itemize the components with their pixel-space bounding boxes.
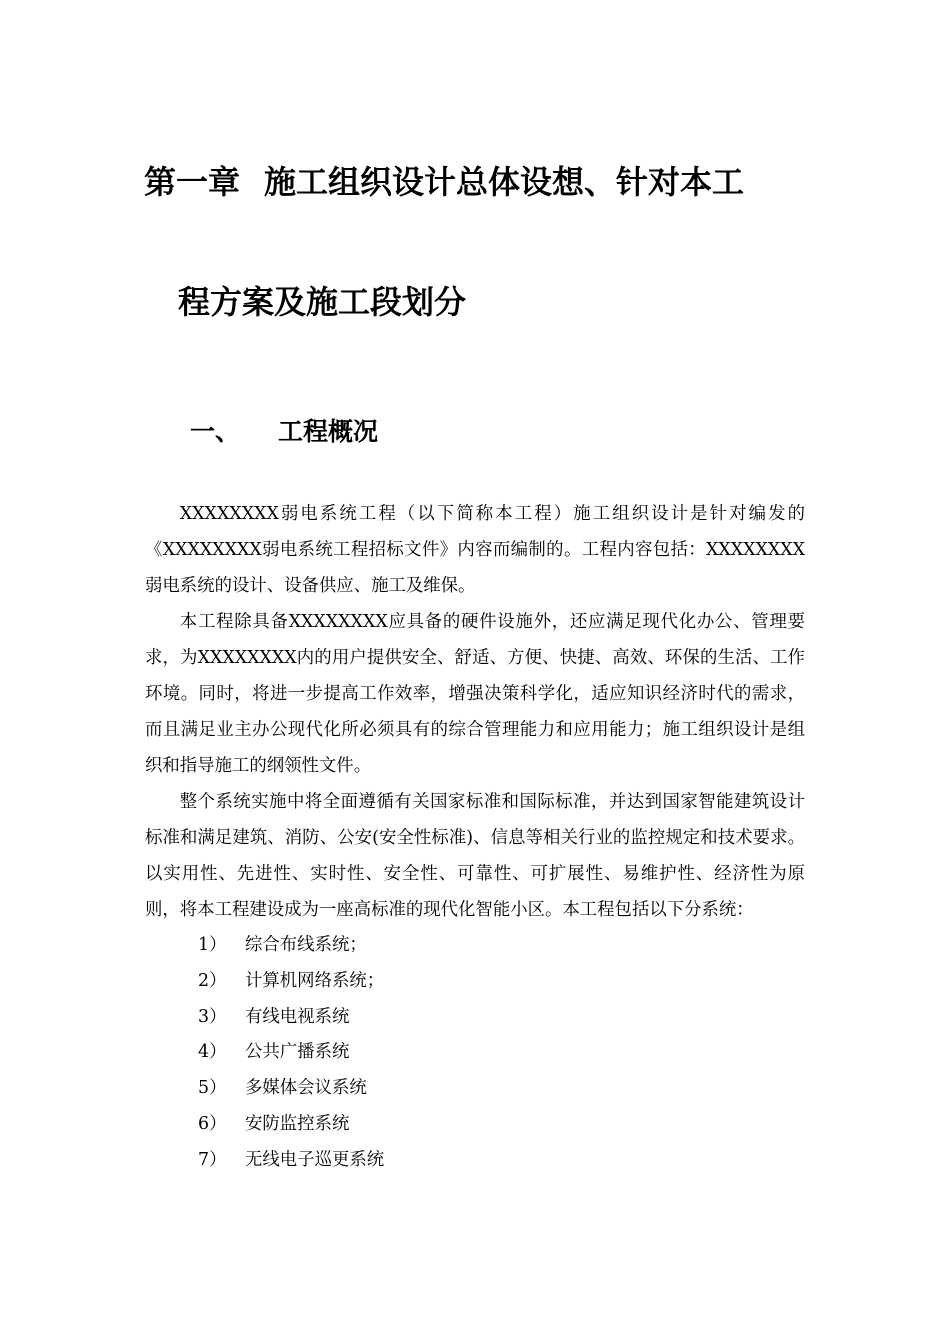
list-item-label: 无线电子巡更系统 (245, 1149, 385, 1170)
list-item-label: 有线电视系统 (245, 1006, 350, 1027)
list-item-label: 综合布线系统； (245, 935, 367, 955)
list-item-label: 多媒体会议系统 (245, 1078, 367, 1099)
chapter-title-text: 施工组织设计总体设想、针对本工 (264, 163, 745, 201)
body-text (145, 496, 805, 1179)
list-item-label: 计算机网络系统； (245, 970, 385, 991)
paragraph-requirements: 本工程除具备XXXXXXXX应具备的硬件设施外，还应满足现代化办公、管理要求，为XXXXXXXX内的用户提供安全、舒适、方便、快捷、高效、环保的生活、工作环境。同时，将进一步提高工作效率，增强决策科学化，适应知识经济时代的需求，而且满足业主办公现代化所必须具有的综合管理能力和应用能力；施工组织设计是组织和指导施工的纲领性文件。 (145, 612, 805, 776)
list-item (145, 1107, 805, 1143)
chapter-number: 第一章 (144, 163, 241, 201)
list-item-number: 5） (198, 1078, 227, 1099)
list-item-number: 6） (198, 1113, 227, 1134)
subsystem-list (145, 928, 805, 1179)
section-number: 一、 (190, 417, 241, 446)
paragraph-overview: XXXXXXXX弱电系统工程（以下简称本工程）施工组织设计是针对编发的《XXXXXXXX弱电系统工程招标文件》内容而编制的。工程内容包括：XXXXXXXX弱电系统的设计、设备供应、施工及维保。 (145, 504, 805, 596)
list-item (145, 1143, 805, 1179)
list-item-number: 2） (198, 970, 227, 991)
list-item-label: 安防监控系统 (245, 1113, 350, 1134)
section-title: 工程概况 (278, 417, 379, 446)
list-item-label: 公共广播系统 (245, 1042, 350, 1063)
list-item (145, 1071, 805, 1107)
list-item (145, 1000, 805, 1036)
paragraph-standards: 整个系统实施中将全面遵循有关国家标准和国际标准，并达到国家智能建筑设计标准和满足建筑、消防、公安(安全性标准)、信息等相关行业的监控规定和技术要求。以实用性、先进性、实时性、安全性、可靠性、可扩展性、易维护性、经济性为原则，将本工程建设成为一座高标准的现代化智能小区。本工程包括以下分系统： (145, 792, 805, 920)
list-item-number: 1） (198, 935, 227, 955)
list-item-number: 3） (198, 1006, 227, 1027)
chapter-title-line-1 (144, 160, 744, 204)
list-item-number: 4） (198, 1042, 227, 1063)
list-item-number: 7） (198, 1149, 227, 1170)
list-item (145, 928, 805, 964)
chapter-title-line-2: 程方案及施工段划分 (178, 283, 467, 321)
list-item (145, 1035, 805, 1071)
section-heading (190, 412, 378, 452)
list-item (145, 964, 805, 1000)
